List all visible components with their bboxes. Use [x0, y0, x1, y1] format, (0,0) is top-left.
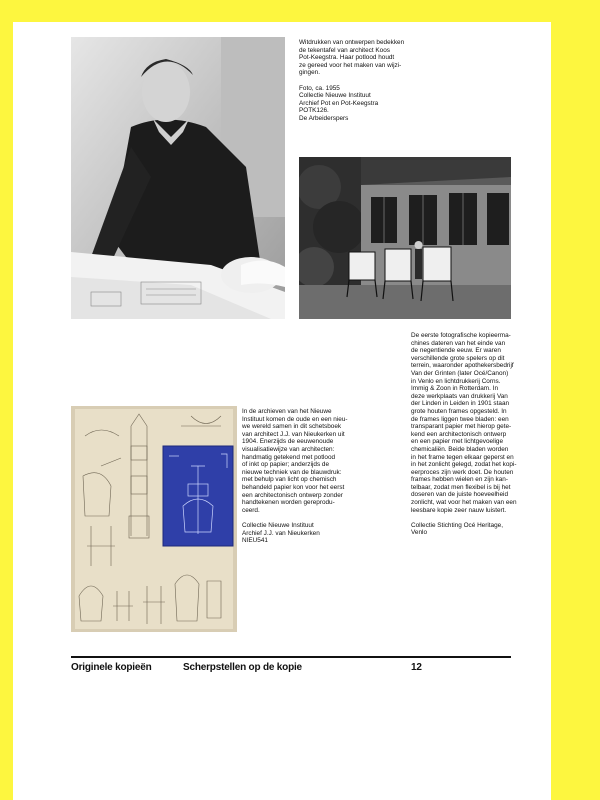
caption-sketchbook-body: In de archieven van het Nieuwe Instituut komen de oude en een nieu- we wereld samen in dit schetsboek van architect J.J. van Nieukerken uit 1904. Enerzijds de eeuwenoude visualisatiewijze van architecten: handmatig getekend met potlood of inkt op papier; anderzijds de nieuwe techniek van de blauwdruk: met behulp van licht op chemisch behandeld papier kon voor het eerst een architectonisch ontwerp zonder handtekenen worden gereprodu- ceerd. — [242, 408, 348, 514]
photo-architect-at-drawing-table — [71, 37, 285, 319]
footer-section-title: Originele kopieën — [71, 662, 152, 673]
document-page — [13, 22, 551, 800]
footer-rule — [71, 656, 511, 658]
caption-sketchbook-credit: Collectie Nieuwe Instituut Archief J.J. van Nieukerken NIEU541 — [242, 521, 320, 545]
footer-page-number: 12 — [411, 662, 422, 673]
caption-woman-body: Witdrukken van ontwerpen bedekken de tekentafel van architect Koos Pot-Keegstra. Haar potlood houdt ze gereed voor het maken van wijzi- gingen. — [299, 39, 405, 77]
caption-woman-photo — [299, 39, 429, 130]
caption-woman-credit: Foto, ca. 1955 Collectie Nieuwe Instituut Archief Pot en Pot-Keegstra POTK126. De Arbeiderspers — [299, 84, 379, 122]
caption-copiers-credit: Collectie Stichting Océ Heritage, Venlo — [411, 521, 503, 537]
caption-copiers-photo — [411, 332, 537, 545]
sketchbook-with-blueprint — [71, 406, 237, 632]
caption-copiers-body: De eerste fotografische kopieerma- chines dateren van het einde van de negentiende eeuw. Er waren verschillende grote spelers op dit terrein, waaronder apothekersbedrijf Van der Grinten (later Océ/Canon) in Venlo en lichtdrukkerij Corns. Immig & Zoon in Rotterdam. In deze werkplaats van drukkerij Van der Linden in Leiden in 1901 staan grote houten frames opgesteld. In de frames liggen twee bladen: een transparant papier met hierop gete- kend een architectonisch ontwerp en een papier met lichtgevoelige chemicaliën. Beide bladen worden in het frame tegen elkaar geperst en in het zonlicht gelegd, zodat het kopi- eerproces zijn werk doet. De houten frames hebben wielen en zijn kan- telbaar, zodat men flexibel is bij het doseren van de juiste hoeveelheid zonlicht, wat voor het maken van een leesbare kopie zeer nauw luistert. — [411, 332, 517, 514]
caption-sketchbook — [242, 408, 370, 552]
photo-workshop-copying-frames — [299, 157, 511, 319]
footer-chapter-title: Scherpstellen op de kopie — [183, 662, 302, 673]
